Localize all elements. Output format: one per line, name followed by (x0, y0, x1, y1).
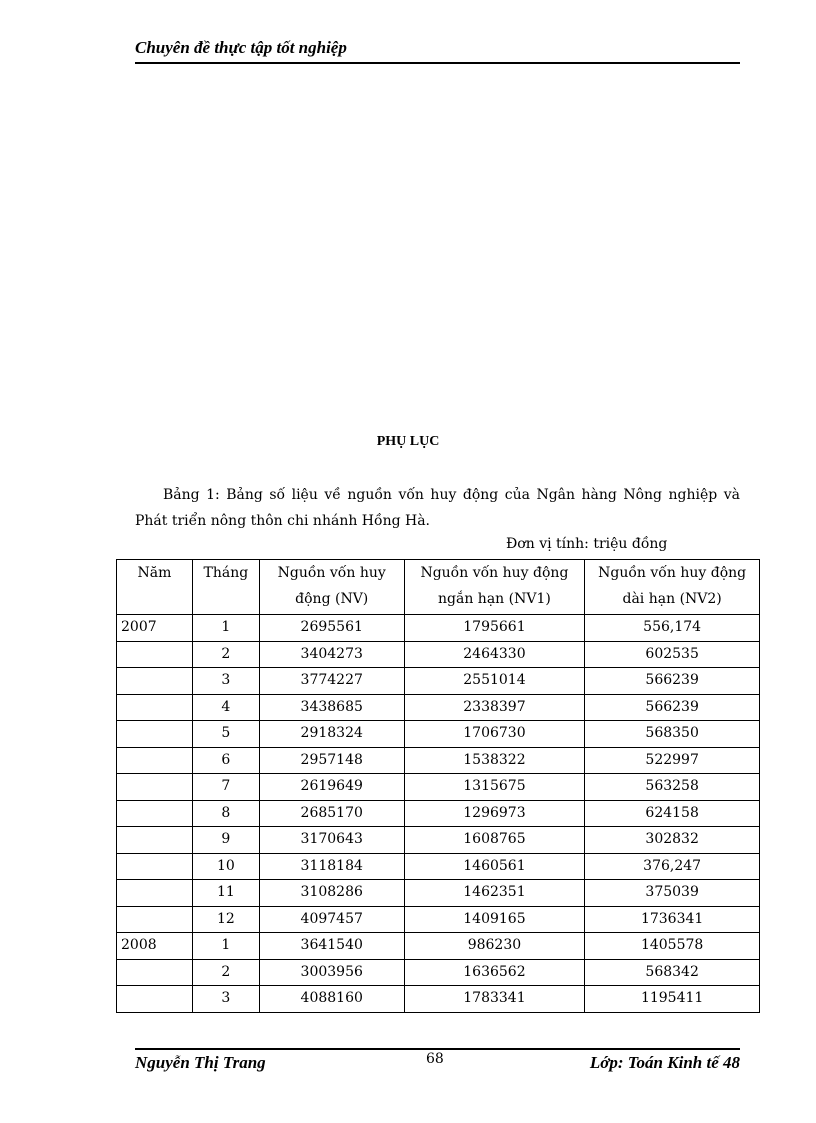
cell-nv1: 1460561 (404, 853, 585, 880)
cell-nv: 3118184 (259, 853, 404, 880)
cell-nv: 2918324 (259, 721, 404, 748)
cell-year (117, 721, 193, 748)
cell-nv: 2685170 (259, 800, 404, 827)
cell-year (117, 827, 193, 854)
cell-year (117, 853, 193, 880)
cell-month: 3 (192, 986, 259, 1013)
cell-nv1: 1409165 (404, 906, 585, 933)
cell-nv: 2695561 (259, 615, 404, 642)
cell-year (117, 986, 193, 1013)
cell-year (117, 959, 193, 986)
cell-nv: 3641540 (259, 933, 404, 960)
cell-nv: 2957148 (259, 747, 404, 774)
cell-nv2: 602535 (585, 641, 760, 668)
cell-year (117, 774, 193, 801)
cell-nv1: 1783341 (404, 986, 585, 1013)
cell-month: 2 (192, 641, 259, 668)
cell-month: 9 (192, 827, 259, 854)
cell-year (117, 641, 193, 668)
page-header-title: Chuyên đề thực tập tốt nghiệp (135, 38, 740, 64)
table-row (117, 800, 760, 827)
funding-table (116, 559, 760, 1013)
cell-year (117, 880, 193, 907)
cell-month: 5 (192, 721, 259, 748)
cell-nv: 3438685 (259, 694, 404, 721)
cell-nv: 3108286 (259, 880, 404, 907)
cell-nv1: 1296973 (404, 800, 585, 827)
cell-month: 12 (192, 906, 259, 933)
cell-year (117, 906, 193, 933)
table-caption: Bảng 1: Bảng số liệu về nguồn vốn huy động của Ngân hàng Nông nghiệp và Phát triển nông thôn chi nhánh Hồng Hà. (135, 487, 740, 529)
footer-author: Nguyễn Thị Trang (135, 1053, 266, 1072)
cell-nv2: 556,174 (585, 615, 760, 642)
cell-nv: 3170643 (259, 827, 404, 854)
cell-nv2: 1736341 (585, 906, 760, 933)
cell-nv2: 522997 (585, 747, 760, 774)
cell-month: 3 (192, 668, 259, 695)
cell-nv1: 1462351 (404, 880, 585, 907)
cell-year: 2007 (117, 615, 193, 642)
col-header-month: Tháng (192, 560, 259, 615)
table-row (117, 986, 760, 1013)
cell-year: 2008 (117, 933, 193, 960)
table-row (117, 615, 760, 642)
page-number: 68 (426, 1051, 444, 1067)
col-header-nv: Nguồn vốn huy động (NV) (259, 560, 404, 615)
cell-month: 4 (192, 694, 259, 721)
cell-nv2: 566239 (585, 694, 760, 721)
cell-nv1: 1315675 (404, 774, 585, 801)
cell-nv2: 568350 (585, 721, 760, 748)
cell-nv: 3404273 (259, 641, 404, 668)
cell-nv1: 2338397 (404, 694, 585, 721)
cell-month: 1 (192, 933, 259, 960)
table-row (117, 747, 760, 774)
cell-nv: 3003956 (259, 959, 404, 986)
cell-nv2: 1405578 (585, 933, 760, 960)
table-row (117, 906, 760, 933)
cell-month: 11 (192, 880, 259, 907)
cell-nv: 4088160 (259, 986, 404, 1013)
col-header-nv1: Nguồn vốn huy động ngắn hạn (NV1) (404, 560, 585, 615)
cell-month: 2 (192, 959, 259, 986)
cell-nv2: 302832 (585, 827, 760, 854)
cell-nv2: 568342 (585, 959, 760, 986)
unit-label: Đơn vị tính: triệu đồng (506, 536, 668, 552)
cell-year (117, 800, 193, 827)
col-header-year: Năm (117, 560, 193, 615)
cell-nv1: 1636562 (404, 959, 585, 986)
cell-nv2: 566239 (585, 668, 760, 695)
cell-nv1: 1538322 (404, 747, 585, 774)
table-row (117, 774, 760, 801)
cell-nv2: 624158 (585, 800, 760, 827)
cell-year (117, 668, 193, 695)
cell-nv1: 2464330 (404, 641, 585, 668)
cell-nv1: 986230 (404, 933, 585, 960)
cell-nv1: 2551014 (404, 668, 585, 695)
cell-nv2: 1195411 (585, 986, 760, 1013)
cell-nv: 2619649 (259, 774, 404, 801)
table-row (117, 959, 760, 986)
table-body (117, 615, 760, 1013)
cell-month: 8 (192, 800, 259, 827)
cell-month: 6 (192, 747, 259, 774)
cell-nv1: 1706730 (404, 721, 585, 748)
cell-nv: 3774227 (259, 668, 404, 695)
cell-nv1: 1795661 (404, 615, 585, 642)
cell-nv2: 375039 (585, 880, 760, 907)
table-row (117, 694, 760, 721)
cell-nv2: 376,247 (585, 853, 760, 880)
footer-divider (135, 1048, 740, 1050)
footer-class: Lớp: Toán Kinh tế 48 (589, 1053, 740, 1072)
col-header-nv2: Nguồn vốn huy động dài hạn (NV2) (585, 560, 760, 615)
table-row (117, 641, 760, 668)
table-row (117, 721, 760, 748)
table-row (117, 827, 760, 854)
table-row (117, 880, 760, 907)
cell-year (117, 747, 193, 774)
cell-nv: 4097457 (259, 906, 404, 933)
cell-month: 7 (192, 774, 259, 801)
table-header-row (117, 560, 760, 615)
cell-nv1: 1608765 (404, 827, 585, 854)
table-row (117, 853, 760, 880)
cell-month: 10 (192, 853, 259, 880)
cell-month: 1 (192, 615, 259, 642)
cell-nv2: 563258 (585, 774, 760, 801)
table-row (117, 933, 760, 960)
appendix-title: PHỤ LỤC (376, 434, 440, 449)
table-row (117, 668, 760, 695)
cell-year (117, 694, 193, 721)
